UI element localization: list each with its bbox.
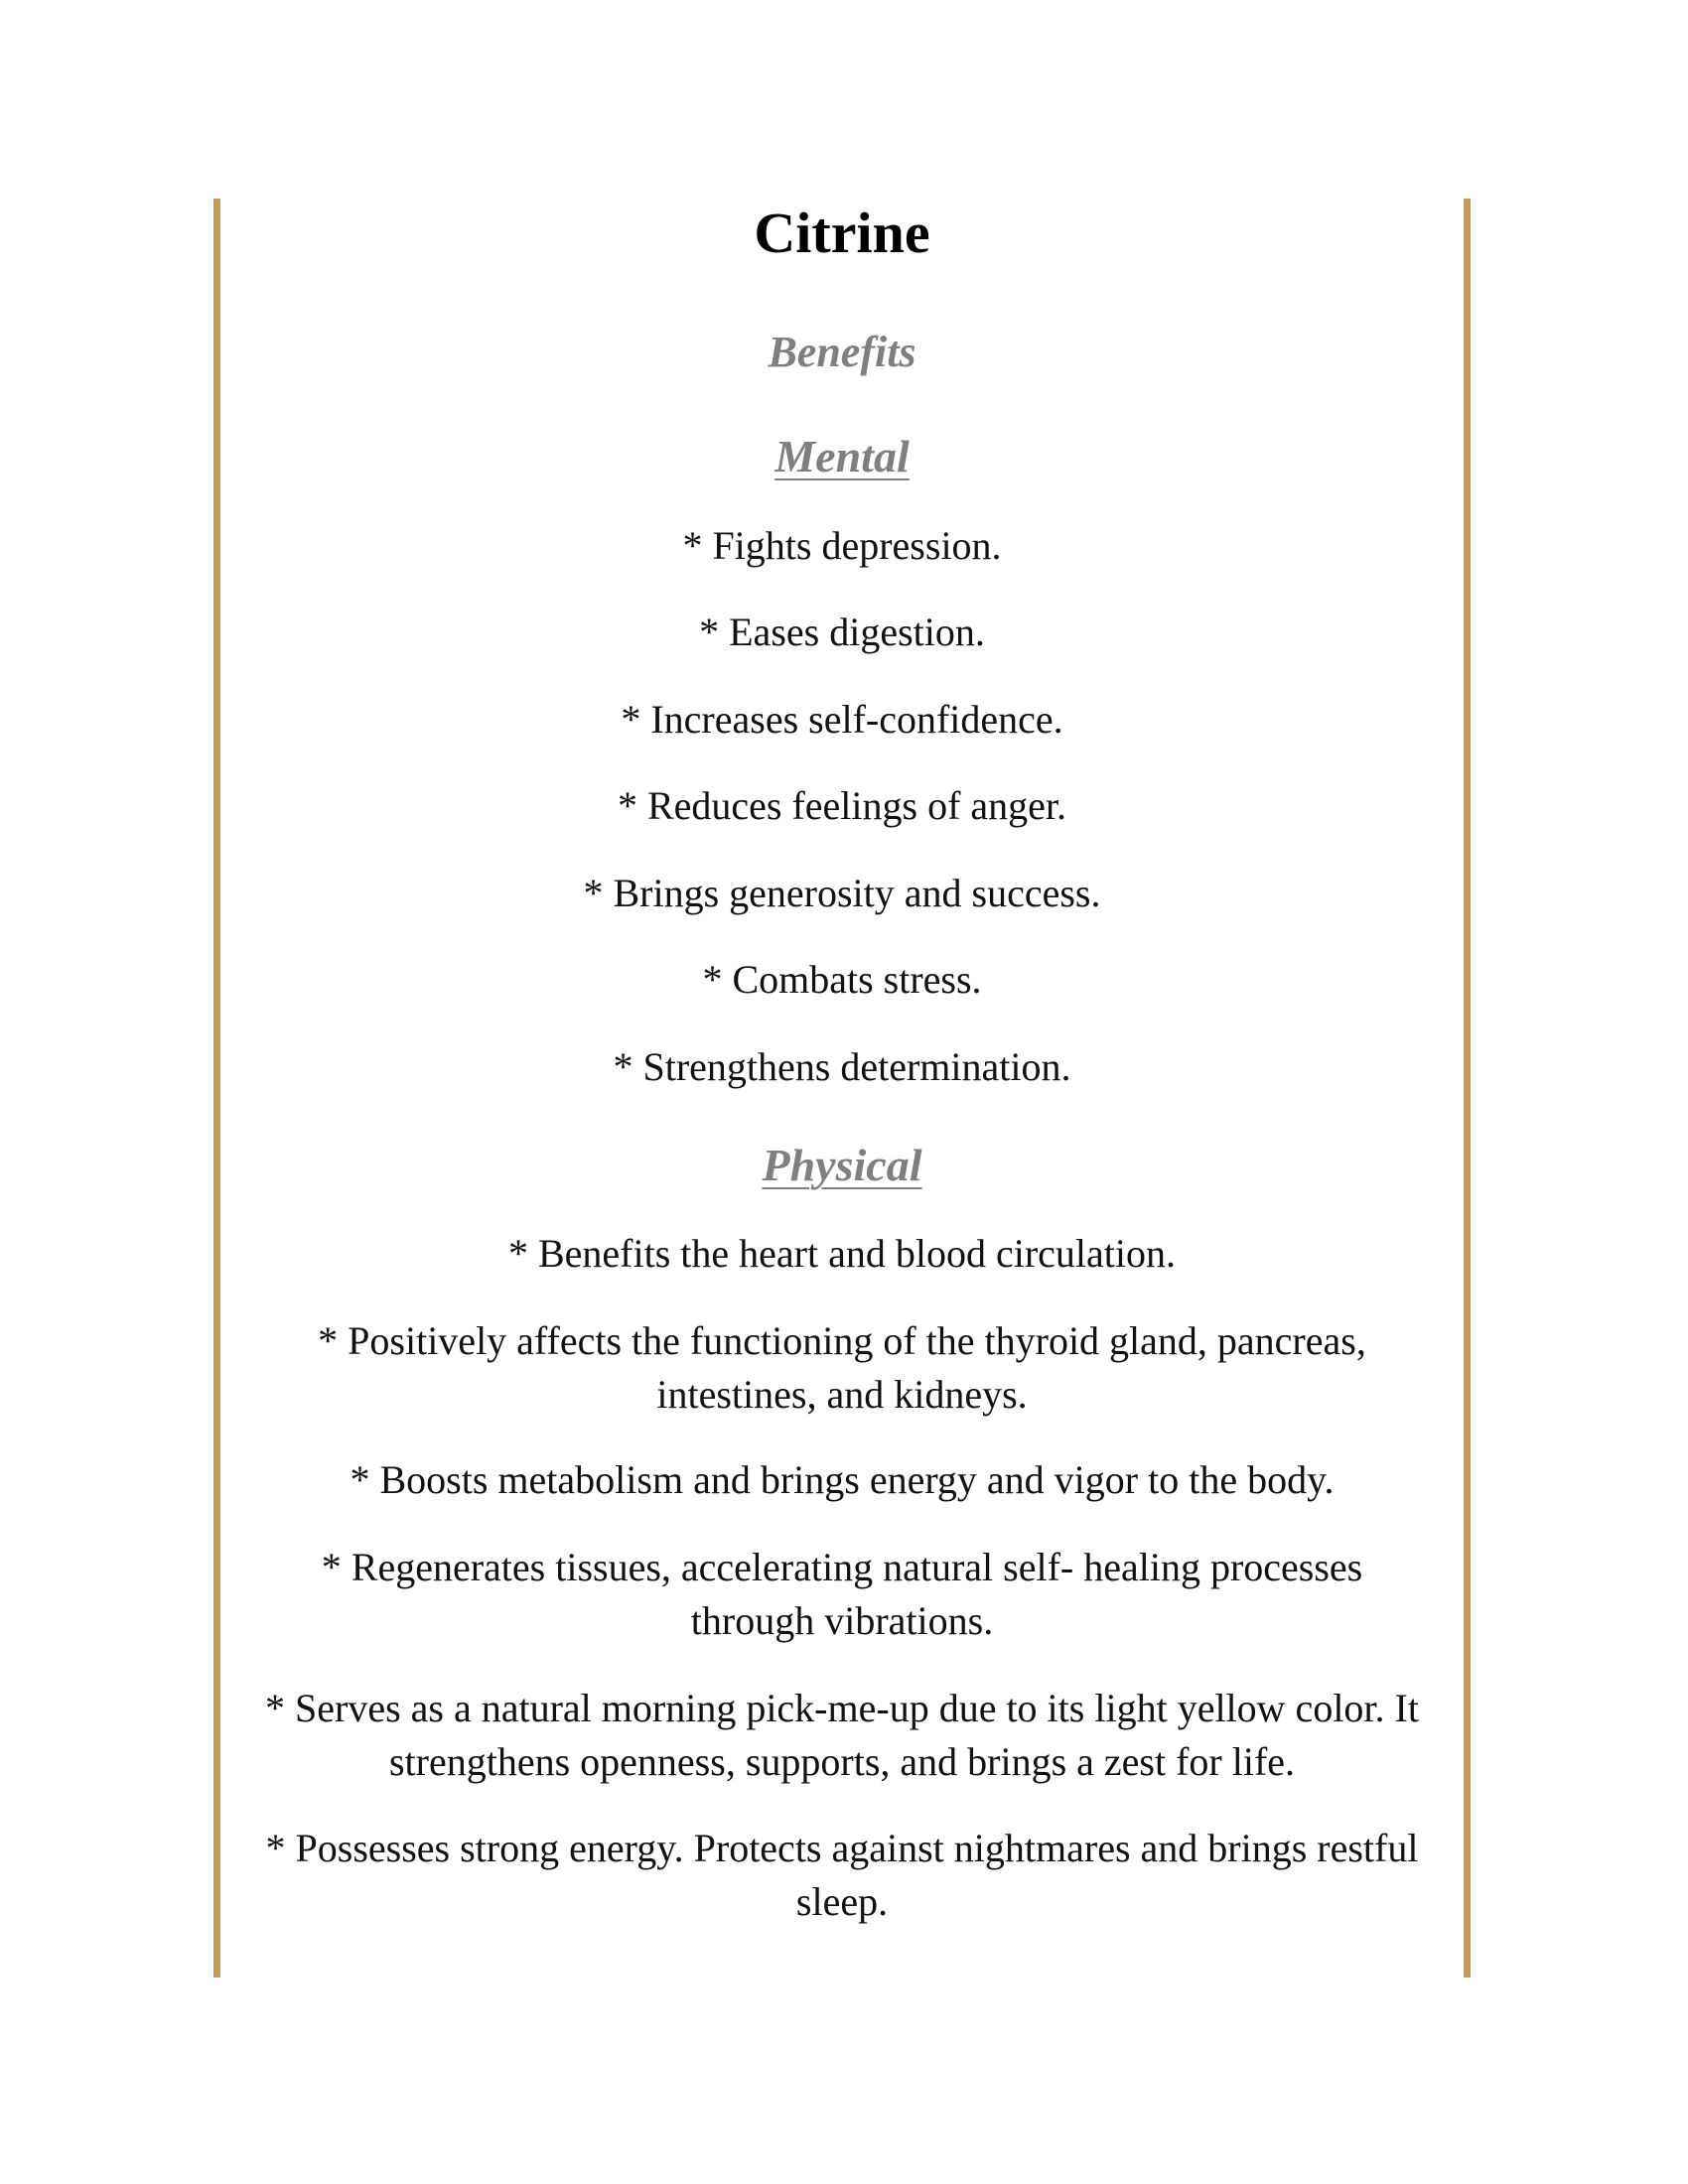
physical-benefit: * Serves as a natural morning pick-me-up due to its light yellow color. It strengthens openness, supports, and brings a zest for life. — [265, 1686, 1419, 1784]
mental-benefit: * Eases digestion. — [699, 610, 985, 654]
mental-benefit: * Fights depression. — [682, 523, 1002, 568]
physical-heading: Physical — [762, 1140, 922, 1190]
mental-benefit: * Combats stress. — [702, 957, 982, 1002]
mental-benefit: * Brings generosity and success. — [583, 871, 1101, 915]
mental-heading: Mental — [774, 431, 910, 481]
benefits-heading: Benefits — [768, 328, 916, 376]
physical-benefit: * Boosts metabolism and brings energy and vigor to the body. — [350, 1457, 1335, 1502]
mental-benefit: * Strengthens determination. — [613, 1044, 1071, 1089]
mental-benefit: * Reduces feelings of anger. — [617, 783, 1067, 828]
page-frame — [213, 199, 1471, 1978]
physical-benefit: * Positively affects the functioning of the thyroid gland, pancreas, intestines, and kidneys. — [318, 1318, 1366, 1417]
page-title: Citrine — [754, 201, 930, 265]
physical-benefit: * Benefits the heart and blood circulation. — [507, 1231, 1176, 1276]
physical-benefit: * Possesses strong energy. Protects against nightmares and brings restful sleep. — [265, 1826, 1419, 1924]
mental-benefit: * Increases self-confidence. — [621, 697, 1063, 742]
physical-benefit: * Regenerates tissues, accelerating natural self- healing processes through vibrations. — [321, 1545, 1363, 1643]
